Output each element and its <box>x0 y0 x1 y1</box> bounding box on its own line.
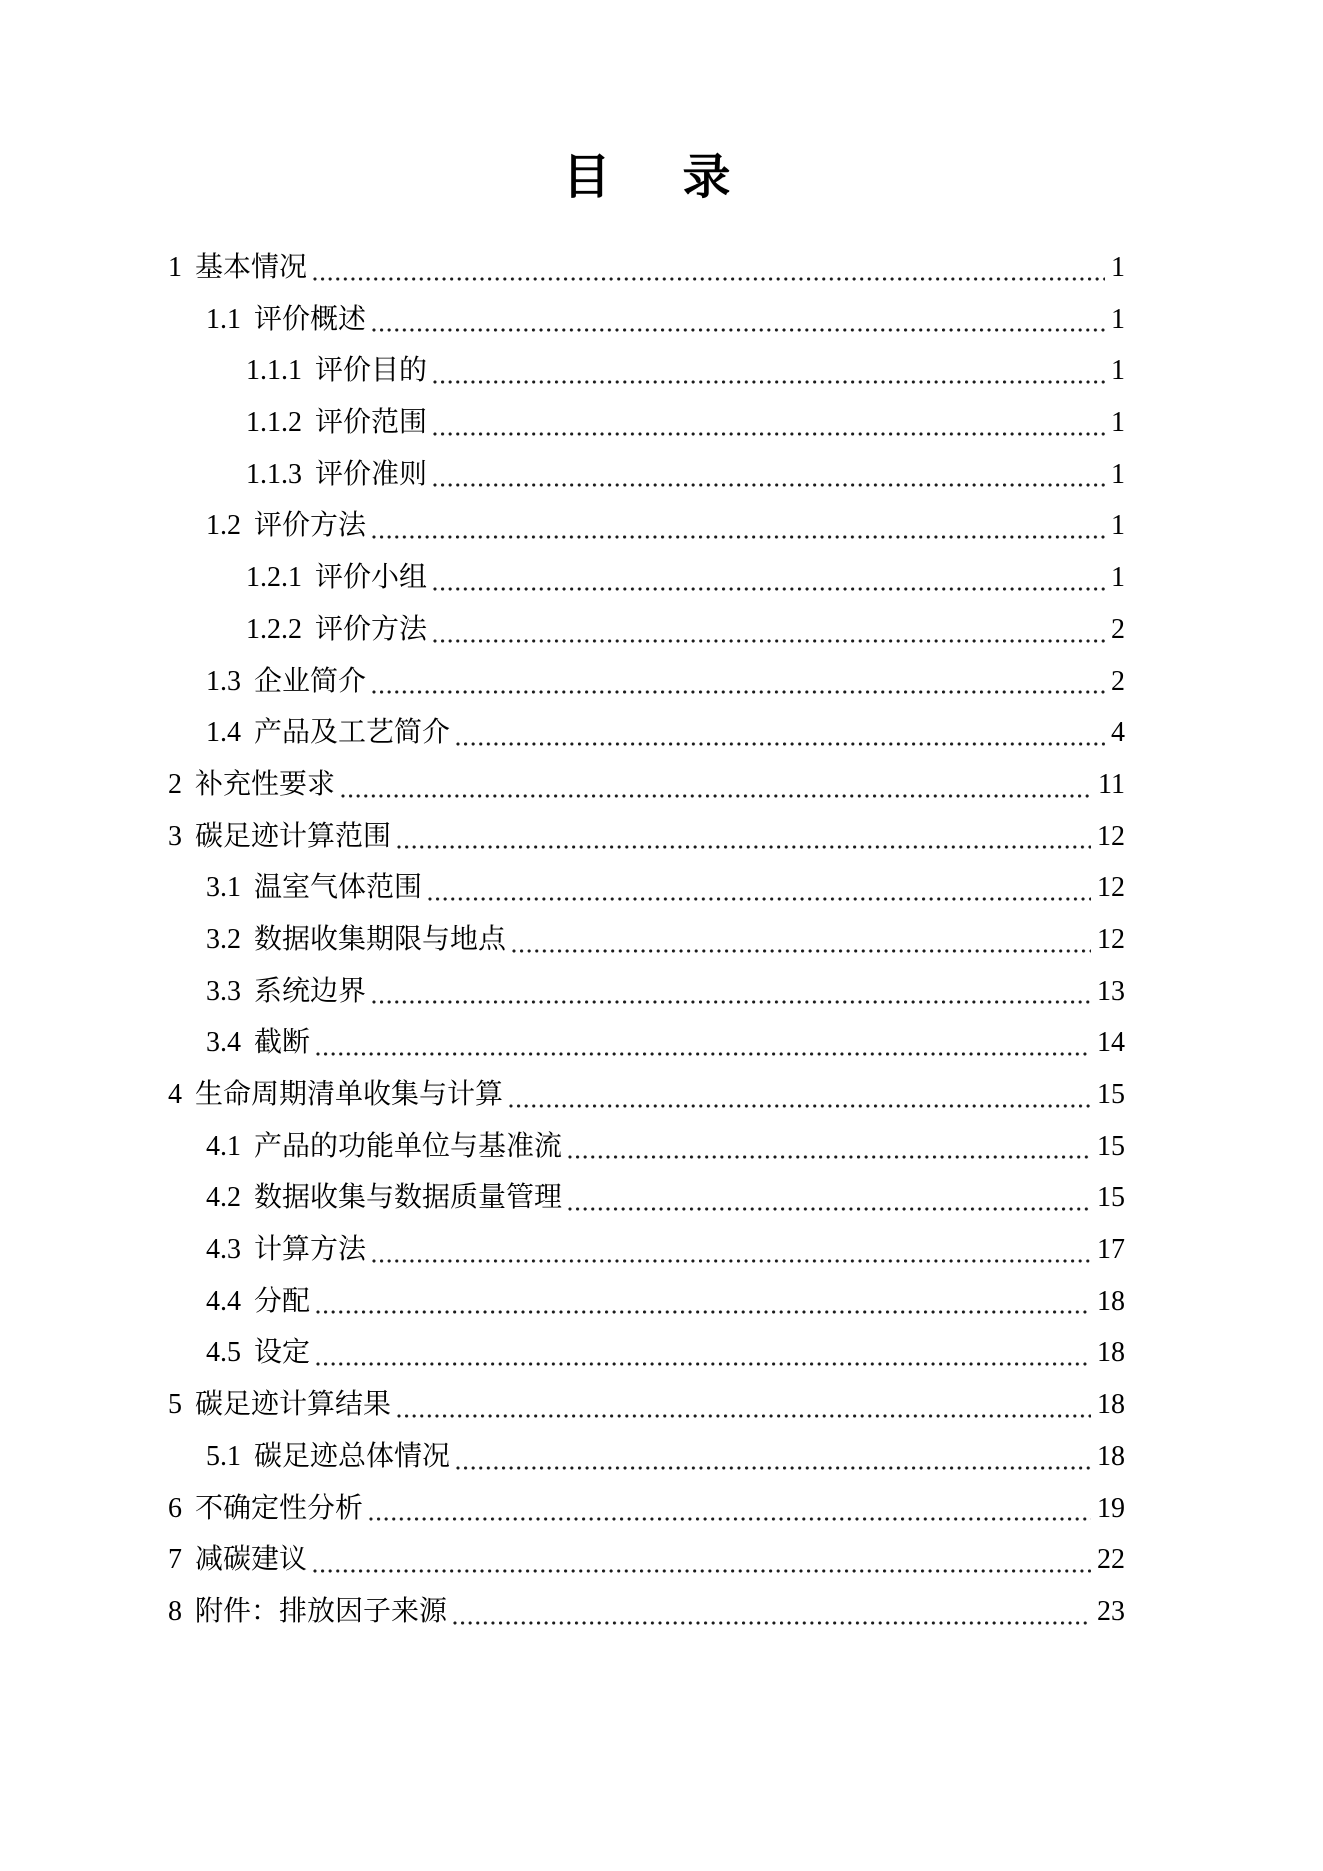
dot-leader <box>568 1155 1091 1159</box>
toc-entry-number: 5.1 <box>206 1440 241 1472</box>
toc-entry-page: 2 <box>1111 665 1125 697</box>
toc-entry-label: 设定 <box>254 1337 311 1369</box>
toc-entry[interactable] <box>168 397 1125 449</box>
toc-entry-number: 3.3 <box>206 975 241 1007</box>
toc-entry[interactable] <box>168 294 1125 346</box>
toc-entry[interactable] <box>168 1224 1125 1276</box>
toc-entry-number: 1.1 <box>206 303 241 335</box>
toc-entry-number: 1.1.1 <box>246 355 302 387</box>
toc-entry-label: 评价目的 <box>315 355 428 387</box>
toc-entry-number: 2 <box>168 768 182 800</box>
dot-leader <box>428 897 1091 901</box>
toc-entry-page: 15 <box>1097 1130 1125 1162</box>
toc-entry-number: 4 <box>168 1079 182 1110</box>
dot-leader <box>316 1052 1091 1056</box>
toc-entry[interactable] <box>168 1121 1125 1173</box>
dot-leader <box>433 432 1105 436</box>
toc-entry[interactable] <box>168 449 1125 501</box>
toc-entry-number: 1.2.1 <box>246 562 302 594</box>
toc-content <box>168 150 1125 1638</box>
toc-entry-number: 1.4 <box>206 717 241 749</box>
dot-leader <box>372 328 1105 332</box>
toc-entry[interactable] <box>168 1172 1125 1224</box>
toc-entry-page: 18 <box>1097 1285 1125 1317</box>
toc-entry-number: 4.1 <box>206 1130 241 1162</box>
page-title: 目 录 <box>562 151 731 204</box>
dot-leader <box>313 277 1105 281</box>
dot-leader <box>369 1517 1091 1521</box>
dot-leader <box>316 1310 1091 1314</box>
toc-entry-label: 系统边界 <box>254 975 367 1007</box>
toc-entry-label: 评价概述 <box>254 303 367 335</box>
toc-entry-label: 数据收集与数据质量管理 <box>254 1182 563 1214</box>
toc-entry[interactable] <box>168 242 1125 294</box>
dot-leader <box>313 1569 1091 1573</box>
toc-entry-number: 1.2 <box>206 510 241 542</box>
toc-entry-number: 4.4 <box>206 1285 241 1317</box>
toc-entry-label: 减碳建议 <box>195 1544 308 1576</box>
toc-entry-number: 4.2 <box>206 1182 241 1214</box>
toc-entry[interactable] <box>168 707 1125 759</box>
toc-entry-label: 截断 <box>254 1027 311 1059</box>
toc-entry-label: 附件：排放因子来源 <box>195 1595 448 1627</box>
toc-entry[interactable] <box>168 656 1125 708</box>
toc-entry[interactable] <box>168 1586 1125 1638</box>
toc-entry-number: 1 <box>168 252 182 283</box>
toc-entry-label: 评价范围 <box>315 407 428 439</box>
toc-entry-page: 1 <box>1111 510 1125 542</box>
toc-entry-page: 14 <box>1097 1027 1125 1059</box>
dot-leader <box>341 794 1092 798</box>
toc-entry[interactable] <box>168 604 1125 656</box>
toc-entry-label: 评价方法 <box>254 510 367 542</box>
toc-entry-label: 评价准则 <box>315 458 428 490</box>
toc-entry[interactable] <box>168 1327 1125 1379</box>
toc-entry-number: 3.4 <box>206 1027 241 1059</box>
toc-entry-page: 22 <box>1097 1544 1125 1576</box>
toc-entry-label: 基本情况 <box>195 252 308 283</box>
toc-entry-page: 1 <box>1111 458 1125 490</box>
dot-leader <box>568 1207 1091 1211</box>
toc-entry-number: 1.2.2 <box>246 613 302 645</box>
toc-entry[interactable] <box>168 1017 1125 1069</box>
toc-entry[interactable] <box>168 500 1125 552</box>
toc-entry-label: 产品及工艺简介 <box>254 717 451 749</box>
toc-entry-page: 18 <box>1097 1440 1125 1472</box>
toc-entry-label: 补充性要求 <box>195 768 336 800</box>
toc-entry-label: 分配 <box>254 1285 311 1317</box>
toc-entry-label: 计算方法 <box>254 1234 367 1266</box>
toc-entry-number: 1.1.2 <box>246 407 302 439</box>
dot-leader <box>372 1000 1091 1004</box>
toc-entry-page: 12 <box>1097 820 1125 852</box>
toc-entry-label: 碳足迹总体情况 <box>254 1440 451 1472</box>
toc-entry[interactable] <box>168 1276 1125 1328</box>
toc-entry-page: 11 <box>1098 768 1125 800</box>
toc-entry-page: 18 <box>1097 1389 1125 1421</box>
dot-leader <box>433 639 1105 643</box>
toc-entry-page: 12 <box>1097 872 1125 904</box>
toc-entry[interactable] <box>168 862 1125 914</box>
toc-entry-number: 3 <box>168 820 182 852</box>
toc-entry-number: 3.1 <box>206 872 241 904</box>
toc-entry-page: 23 <box>1097 1595 1125 1627</box>
dot-leader <box>509 1104 1091 1108</box>
dot-leader <box>433 483 1105 487</box>
dot-leader <box>453 1621 1091 1625</box>
toc-entry-page: 19 <box>1097 1492 1125 1524</box>
toc-entry-page: 13 <box>1097 975 1125 1007</box>
toc-entry[interactable] <box>168 759 1125 811</box>
dot-leader <box>397 845 1091 849</box>
toc-entry-label: 企业简介 <box>254 665 367 697</box>
dot-leader <box>316 1362 1091 1366</box>
toc <box>168 242 1125 1638</box>
toc-entry-label: 碳足迹计算结果 <box>195 1389 392 1421</box>
toc-entry-page: 17 <box>1097 1234 1125 1266</box>
toc-entry[interactable] <box>168 914 1125 966</box>
dot-leader <box>433 380 1105 384</box>
toc-entry-page: 1 <box>1111 303 1125 335</box>
toc-entry-page: 1 <box>1111 407 1125 439</box>
toc-entry-number: 4.3 <box>206 1234 241 1266</box>
toc-entry-number: 1.3 <box>206 665 241 697</box>
toc-entry-page: 4 <box>1111 717 1125 749</box>
toc-entry[interactable] <box>168 811 1125 863</box>
toc-entry-label: 产品的功能单位与基准流 <box>254 1130 563 1162</box>
toc-entry-label: 评价小组 <box>315 562 428 594</box>
dot-leader <box>372 535 1105 539</box>
toc-entry[interactable] <box>168 1431 1125 1483</box>
dot-leader <box>433 587 1105 591</box>
dot-leader <box>397 1414 1091 1418</box>
toc-entry-label: 数据收集期限与地点 <box>254 923 507 955</box>
toc-entry-number: 7 <box>168 1544 182 1576</box>
toc-entry-page: 15 <box>1097 1079 1125 1110</box>
toc-entry[interactable] <box>168 1379 1125 1431</box>
dot-leader <box>372 1259 1091 1263</box>
dot-leader <box>512 949 1091 953</box>
toc-entry-page: 1 <box>1111 562 1125 594</box>
toc-entry-number: 5 <box>168 1389 182 1421</box>
toc-entry-label: 温室气体范围 <box>254 872 423 904</box>
dot-leader <box>372 690 1105 694</box>
dot-leader <box>456 742 1105 746</box>
toc-entry-page: 12 <box>1097 923 1125 955</box>
toc-entry-page: 15 <box>1097 1182 1125 1214</box>
toc-entry-label: 碳足迹计算范围 <box>195 820 392 852</box>
toc-entry-page: 1 <box>1111 355 1125 387</box>
toc-entry-label: 评价方法 <box>315 613 428 645</box>
dot-leader <box>456 1466 1091 1470</box>
toc-entry[interactable] <box>168 345 1125 397</box>
toc-entry-number: 8 <box>168 1595 182 1627</box>
toc-entry-page: 18 <box>1097 1337 1125 1369</box>
toc-entry-label: 不确定性分析 <box>195 1492 364 1524</box>
toc-entry[interactable] <box>168 1534 1125 1586</box>
toc-entry[interactable] <box>168 966 1125 1018</box>
toc-entry-number: 4.5 <box>206 1337 241 1369</box>
toc-entry-number: 3.2 <box>206 923 241 955</box>
toc-entry-number: 6 <box>168 1492 182 1524</box>
toc-entry[interactable] <box>168 552 1125 604</box>
toc-entry-label: 生命周期清单收集与计算 <box>195 1079 504 1110</box>
toc-entry-number: 1.1.3 <box>246 458 302 490</box>
toc-entry-page: 2 <box>1111 613 1125 645</box>
toc-entry[interactable] <box>168 1483 1125 1535</box>
toc-entry[interactable] <box>168 1069 1125 1121</box>
toc-entry-page: 1 <box>1111 252 1125 283</box>
